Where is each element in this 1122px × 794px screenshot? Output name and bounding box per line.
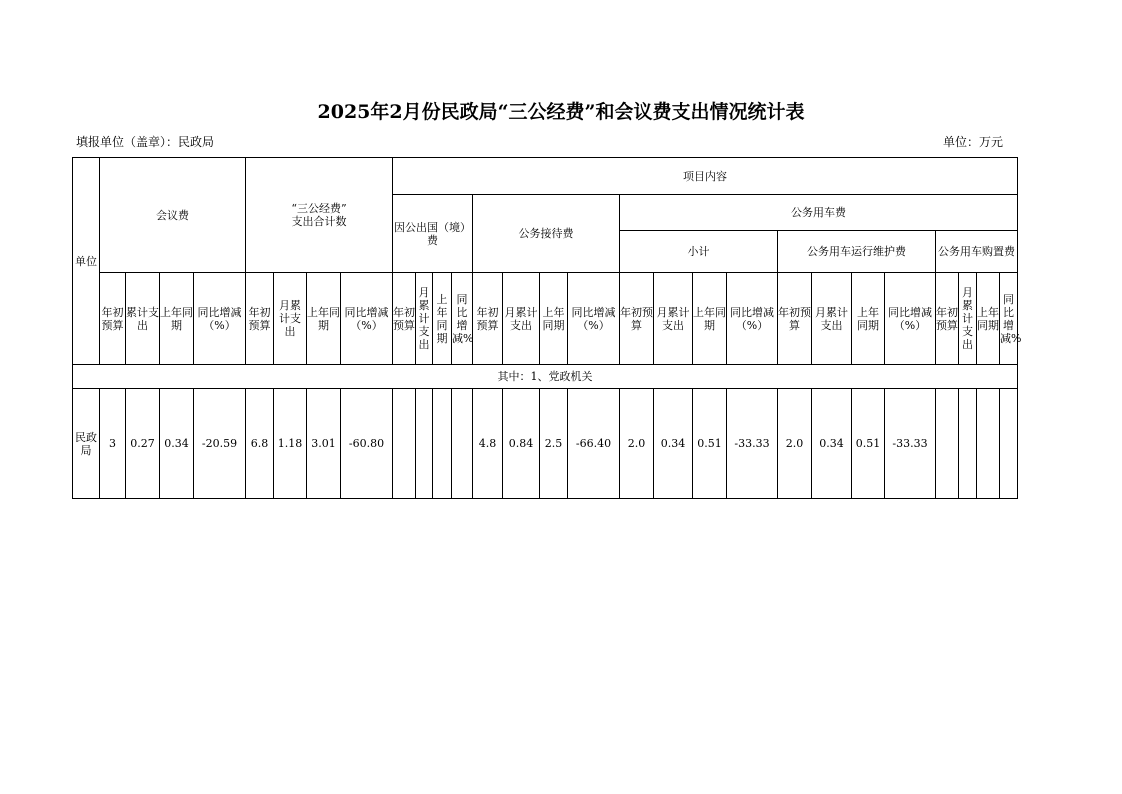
section-label: 其中：1、党政机关 (73, 365, 1018, 389)
data-cell: 6.8 (246, 389, 274, 499)
data-cell (959, 389, 977, 499)
page-title: 2025年2月份民政局“三公经费”和会议费支出情况统计表 (317, 101, 805, 123)
data-cell: -33.33 (885, 389, 936, 499)
sub-header-cell: 年初预算 (246, 273, 274, 365)
sub-header-cell: 同比增减（%） (727, 273, 778, 365)
header-meeting-fee: 会议费 (100, 158, 246, 273)
header-car-maintenance: 公务用车运行维护费 (778, 231, 936, 273)
data-cell (393, 389, 416, 499)
data-cell: 1.18 (274, 389, 307, 499)
header-project-content: 项目内容 (393, 158, 1018, 195)
sub-header-cell: 同比增减（%） (341, 273, 393, 365)
sub-header-cell: 上年同期 (160, 273, 194, 365)
data-cell: 4.8 (473, 389, 503, 499)
sub-header-cell: 月累计支出 (959, 273, 977, 365)
data-cell: 2.5 (540, 389, 568, 499)
header-reception-fee: 公务接待费 (473, 195, 620, 273)
header-abroad-fee: 因公出国（境）费 (393, 195, 473, 273)
currency-unit-label: 单位：万元 (943, 135, 1004, 149)
data-cell: 0.51 (693, 389, 727, 499)
sub-header-cell: 上年同期 (977, 273, 1000, 365)
header-car-fee: 公务用车费 (620, 195, 1018, 231)
reporting-unit-label: 填报单位（盖章）：民政局 (76, 135, 215, 149)
sub-header-cell: 同比增减% (452, 273, 473, 365)
data-cell (936, 389, 959, 499)
data-cell: -33.33 (727, 389, 778, 499)
data-cell: 2.0 (620, 389, 654, 499)
header-unit: 单位 (73, 158, 100, 365)
data-cell: 0.34 (160, 389, 194, 499)
sub-header-cell: 月累计支出 (654, 273, 693, 365)
data-cell: -20.59 (194, 389, 246, 499)
row-unit: 民政局 (73, 389, 100, 499)
sub-header-cell: 月累计支出 (812, 273, 852, 365)
data-cell: -60.80 (341, 389, 393, 499)
data-cell (452, 389, 473, 499)
sub-header-cell: 年初预算 (778, 273, 812, 365)
sub-header-cell: 同比增减（%） (568, 273, 620, 365)
sub-header-cell: 同比增减（%） (194, 273, 246, 365)
data-cell (1000, 389, 1018, 499)
table-row (73, 389, 1018, 499)
sub-header-cell: 上年同期 (693, 273, 727, 365)
sub-header-cell: 累计支出 (126, 273, 160, 365)
sub-header-cell: 年初预算 (473, 273, 503, 365)
sub-header-cell: 上年同期 (852, 273, 885, 365)
sub-header-cell: 年初预算 (100, 273, 126, 365)
sub-header-cell: 年初预算 (620, 273, 654, 365)
statistics-table (72, 157, 1022, 499)
sub-header-cell: 同比增减（%） (885, 273, 936, 365)
data-cell (977, 389, 1000, 499)
data-cell: 3.01 (307, 389, 341, 499)
header-car-purchase: 公务用车购置费 (936, 231, 1018, 273)
sub-header-cell: 月累计支出 (416, 273, 433, 365)
sub-header-cell: 月累计支出 (503, 273, 540, 365)
sub-header-cell: 年初预算 (393, 273, 416, 365)
data-cell: 2.0 (778, 389, 812, 499)
header-car-subtotal: 小计 (620, 231, 778, 273)
sub-header-row (73, 273, 1018, 365)
data-cell: 3 (100, 389, 126, 499)
data-cell (433, 389, 452, 499)
sub-header-cell: 上年同期 (540, 273, 568, 365)
data-cell: 0.34 (654, 389, 693, 499)
sub-header-cell: 月累计支出 (274, 273, 307, 365)
data-cell: 0.51 (852, 389, 885, 499)
sub-header-cell: 上年同期 (433, 273, 452, 365)
data-cell: 0.84 (503, 389, 540, 499)
sub-header-cell: 上年同期 (307, 273, 341, 365)
data-cell: -66.40 (568, 389, 620, 499)
sub-header-cell: 年初预算 (936, 273, 959, 365)
data-cell (416, 389, 433, 499)
header-sangong-total: “三公经费” 支出合计数 (246, 158, 393, 273)
data-cell: 0.34 (812, 389, 852, 499)
sub-header-cell: 同比增减% (1000, 273, 1018, 365)
data-cell: 0.27 (126, 389, 160, 499)
